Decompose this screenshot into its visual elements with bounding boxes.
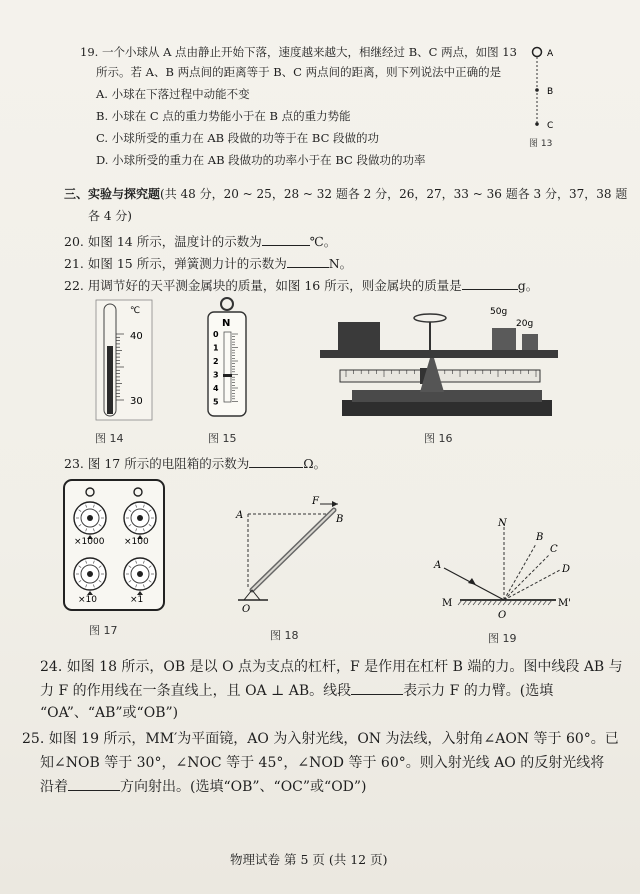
- dial-center-0: [87, 515, 93, 521]
- incident-ray-arrow: [468, 578, 476, 585]
- point-b-label: B: [547, 87, 554, 97]
- spring-scale-number: 4: [213, 384, 219, 393]
- q24-answer-blank[interactable]: [351, 682, 403, 695]
- section3-note2: 各 4 分): [88, 209, 132, 223]
- spring-scale-number: 0: [213, 330, 219, 339]
- page-footer: 物理试卷 第 5 页 (共 12 页): [230, 852, 388, 867]
- fig15-label: 图 15: [208, 432, 237, 445]
- metal-block: [338, 322, 380, 350]
- label-d: D: [562, 564, 571, 575]
- point-b-dot: [535, 88, 539, 92]
- q24-line2b-text: 表示力 F 的力臂。(选填: [403, 683, 554, 699]
- q24-line2-text: 力 F 的作用线在一条直线上，且 OA ⊥ AB。线段: [40, 683, 352, 699]
- q20-unit: ℃。: [309, 234, 337, 249]
- q22-answer-blank[interactable]: [462, 277, 518, 290]
- lever-ob-highlight: [252, 510, 334, 590]
- q25-line3a-text: 沿着: [40, 779, 68, 795]
- dial-x10-label: ×10: [78, 595, 97, 605]
- thermometer-tick-30: 30: [130, 396, 143, 407]
- figure-18: [228, 496, 358, 616]
- q19-line2: 所示。若 A、B 两点间的距离等于 B、C 两点间的距离，则下列说法中正确的是: [96, 65, 502, 79]
- q19-line1: 19. 一个小球从 A 点由静止开始下落，速度越来越大，相继经过 B、C 两点，如图 13: [80, 45, 517, 59]
- dial-center-3: [137, 571, 143, 577]
- thermometer-tick-40: 40: [130, 331, 143, 342]
- ray-oc: [504, 554, 550, 600]
- ball-icon: [533, 48, 542, 57]
- q23-answer-blank[interactable]: [249, 455, 303, 468]
- q25-line3b-text: 方向射出。(选填“OB”、“OC”或“OD”): [120, 779, 367, 795]
- q19-option-b: B. 小球在 C 点的重力势能小于在 B 点的重力势能: [96, 109, 351, 123]
- q23-text: 23. 图 17 所示的电阻箱的示数为: [64, 456, 250, 471]
- spring-scale-ring: [221, 298, 233, 310]
- figure-15: [200, 296, 256, 420]
- section3-note: (共 48 分，20 ~ 25，28 ~ 32 题各 2 分，26，27，33 ~ 36 题各 3 分，37，38 题: [160, 187, 628, 201]
- dial-x1-label: ×1: [130, 595, 144, 605]
- q25-line3: [40, 778, 367, 796]
- q24-line3: “OA”、“AB”或“OB”): [40, 705, 179, 721]
- q19-option-a: A. 小球在下落过程中动能不变: [96, 87, 250, 101]
- dial-x1000-label: ×1000: [74, 537, 105, 547]
- force-f-arrowhead: [332, 501, 338, 507]
- q25-answer-blank[interactable]: [68, 778, 120, 791]
- figure-13: [525, 44, 575, 144]
- section3-heading-line: [64, 186, 627, 202]
- point-c-label: C: [547, 121, 554, 131]
- spring-scale-number: 5: [213, 397, 219, 407]
- label-n: N: [498, 518, 507, 529]
- point-o-label: O: [242, 604, 251, 615]
- section3-heading: 三、实验与探究题: [64, 187, 161, 201]
- fig17-label: 图 17: [89, 624, 118, 637]
- label-c: C: [550, 544, 558, 555]
- point-a-label: A: [547, 49, 554, 59]
- q25-line1: 25. 如图 19 所示，MM′为平面镜，AO 为入射光线，ON 为法线，入射角∠AON 等于 60°。已: [22, 731, 619, 747]
- q21-unit: N。: [328, 256, 353, 271]
- thermometer-unit: ℃: [130, 306, 141, 316]
- spring-scale-number: 1: [213, 343, 219, 353]
- fig16-label: 图 16: [424, 432, 453, 445]
- weight-50g-icon: [492, 328, 516, 350]
- point-c-dot: [535, 122, 539, 126]
- q23-unit: Ω。: [303, 456, 327, 471]
- ray-ob: [504, 544, 536, 600]
- label-b: B: [536, 532, 544, 543]
- q25-line2: 知∠NOB 等于 30°，∠NOC 等于 45°，∠NOD 等于 60°。则入射光线 AO 的反射光线将: [40, 755, 605, 771]
- balance-plinth: [352, 390, 542, 402]
- spring-scale-number: 3: [213, 370, 219, 380]
- q24-line2: [40, 682, 553, 700]
- label-m: M: [442, 598, 453, 609]
- point-b-label: B: [336, 514, 344, 525]
- balance-pan-top: [414, 314, 446, 322]
- thermometer-liquid: [107, 346, 113, 414]
- q24-line1: 24. 如图 18 所示，OB 是以 O 点为支点的杠杆，F 是作用在杠杆 B 端的力。图中线段 AB 与: [40, 659, 623, 675]
- dial-center-2: [87, 571, 93, 577]
- fig19-label: 图 19: [488, 632, 517, 645]
- label-a: A: [434, 560, 442, 571]
- q20-text: 20. 如图 14 所示，温度计的示数为: [64, 234, 262, 249]
- spring-scale-unit: N: [222, 318, 231, 329]
- q23-line: [64, 455, 326, 472]
- q21-answer-blank[interactable]: [287, 255, 329, 268]
- q22-line: [64, 277, 538, 294]
- figure-17: [60, 478, 170, 614]
- figure-19: [428, 516, 588, 626]
- figure-16: [320, 300, 560, 424]
- balance-base: [342, 400, 552, 416]
- point-a-label: A: [236, 510, 244, 521]
- weight-50g-label: 50g: [490, 307, 508, 317]
- q22-text: 22. 用调节好的天平测金属块的质量，如图 16 所示，则金属块的质量是: [64, 278, 462, 293]
- fig13-label: 图 13: [529, 139, 553, 149]
- figure-14: [96, 300, 156, 422]
- label-m-prime: M': [558, 598, 571, 609]
- force-f-label: F: [312, 496, 319, 507]
- q20-answer-blank[interactable]: [262, 233, 310, 246]
- q22-unit: g。: [517, 278, 539, 293]
- q20-line: [64, 233, 336, 250]
- q21-line: [64, 255, 352, 272]
- label-o: O: [498, 610, 507, 621]
- weight-20g-icon: [522, 334, 538, 350]
- balance-beam: [320, 350, 558, 358]
- spring-scale-number: 2: [213, 357, 219, 366]
- spring-scale-pointer: [223, 374, 232, 377]
- fig14-label: 图 14: [95, 432, 124, 445]
- q19-option-d: D. 小球所受的重力在 AB 段做功的功率小于在 BC 段做功的功率: [96, 153, 426, 167]
- q19-option-c: C. 小球所受的重力在 AB 段做的功等于在 BC 段做的功: [96, 131, 380, 145]
- fig18-label: 图 18: [270, 629, 299, 642]
- weight-20g-label: 20g: [516, 319, 534, 329]
- dial-center-1: [137, 515, 143, 521]
- dial-x100-label: ×100: [124, 537, 149, 547]
- q21-text: 21. 如图 15 所示，弹簧测力计的示数为: [64, 256, 287, 271]
